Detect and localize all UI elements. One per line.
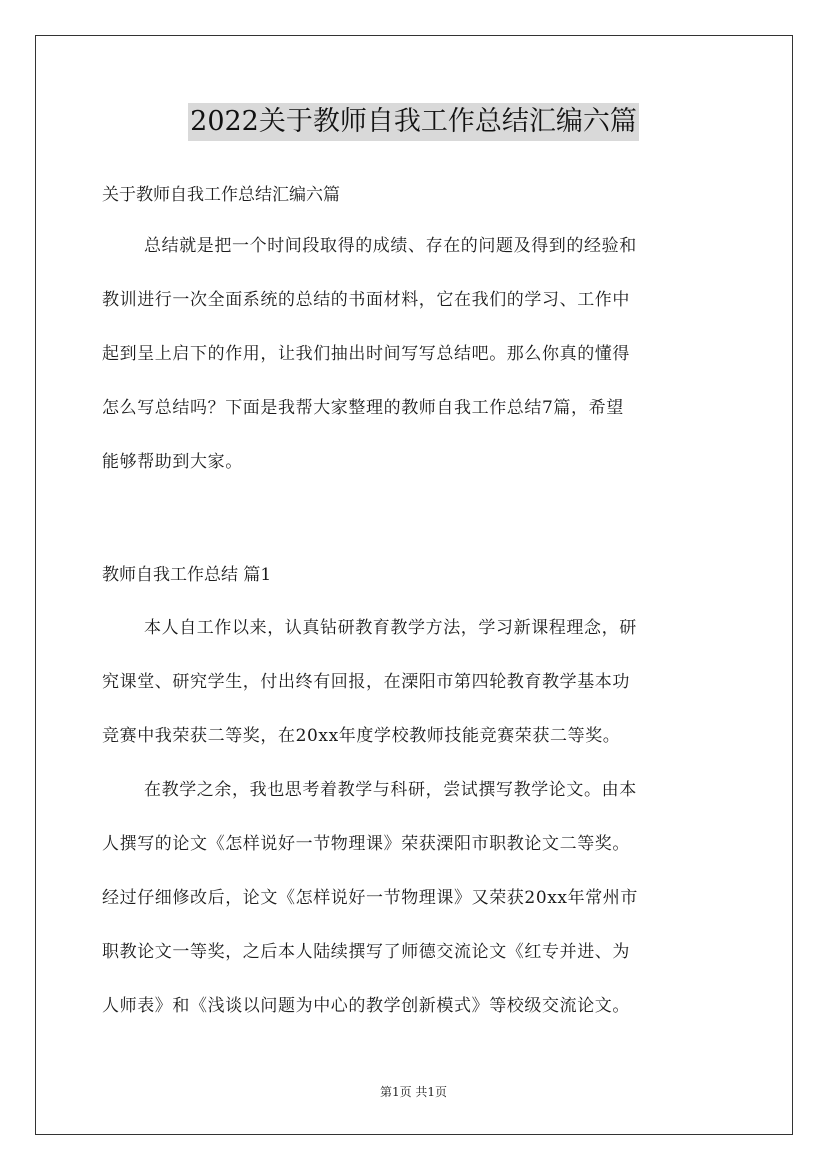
intro-line: 怎么写总结吗？下面是我帮大家整理的教师自我工作总结7篇，希望 xyxy=(102,398,624,418)
page-footer: 第1页 共1页 xyxy=(379,1085,448,1099)
paragraph-line: 经过仔细修改后，论文《怎样说好一节物理课》又荣获20xx年常州市 xyxy=(102,888,639,908)
document-title: 2022关于教师自我工作总结汇编六篇 xyxy=(188,103,639,141)
paragraph-line: 职教论文一等奖，之后本人陆续撰写了师德交流论文《红专并进、为 xyxy=(102,942,630,962)
section-heading: 教师自我工作总结 篇1 xyxy=(102,565,272,585)
intro-line: 起到呈上启下的作用，让我们抽出时间写写总结吧。那么你真的懂得 xyxy=(102,344,630,364)
body-paragraph-2 xyxy=(102,763,726,1033)
paragraph-line: 究课堂、研究学生，付出终有回报，在溧阳市第四轮教育教学基本功 xyxy=(102,672,630,692)
paragraph-line: 竞赛中我荣获二等奖，在20xx年度学校教师技能竞赛荣获二等奖。 xyxy=(102,726,621,746)
intro-paragraph xyxy=(102,219,726,489)
paragraph-line: 在教学之余，我也思考着教学与科研，尝试撰写教学论文。由本 xyxy=(144,780,637,800)
paragraph-line: 本人自工作以来，认真钻研教育教学方法，学习新课程理念，研 xyxy=(144,618,637,638)
body-paragraph-1 xyxy=(102,601,726,763)
title-container xyxy=(0,103,827,141)
intro-line: 教训进行一次全面系统的总结的书面材料，它在我们的学习、工作中 xyxy=(102,290,630,310)
document-subtitle: 关于教师自我工作总结汇编六篇 xyxy=(102,185,340,205)
intro-line: 总结就是把一个时间段取得的成绩、存在的问题及得到的经验和 xyxy=(144,236,637,256)
paragraph-line: 人师表》和《浅谈以问题为中心的教学创新模式》等校级交流论文。 xyxy=(102,996,630,1016)
intro-line: 能够帮助到大家。 xyxy=(102,452,243,472)
paragraph-line: 人撰写的论文《怎样说好一节物理课》荣获溧阳市职教论文二等奖。 xyxy=(102,834,630,854)
